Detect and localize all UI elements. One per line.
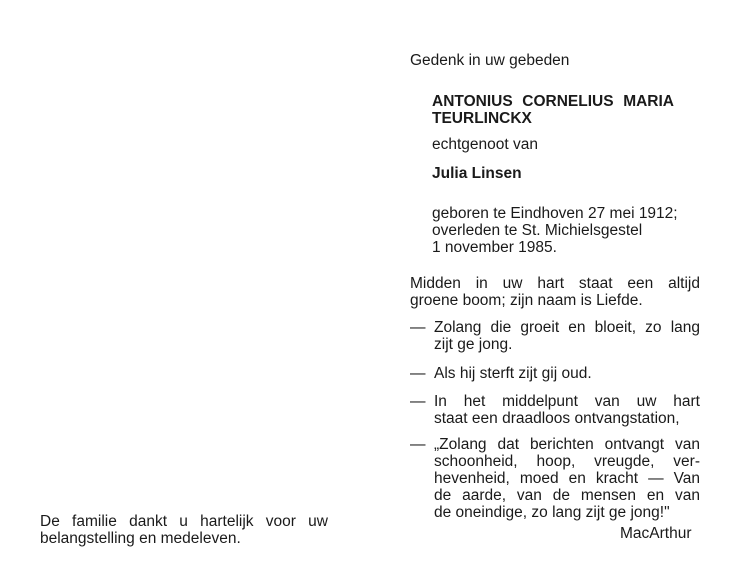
poem-intro-line2: groene boom; zijn naam is Liefde. — [410, 292, 643, 309]
thanks-line1: De familie dankt u hartelijk voor uw — [40, 513, 328, 530]
stanza-dash: — — [410, 393, 426, 410]
stanza3-line2: staat een draadloos ontvangstation, — [434, 410, 680, 427]
spouse-name: Julia Linsen — [432, 165, 522, 182]
death-line-2: 1 november 1985. — [432, 239, 557, 256]
poem-stanza-2 — [410, 365, 700, 383]
author-signature: MacArthur — [620, 525, 692, 542]
stanza-dash: — — [410, 319, 426, 336]
stanza-dash: — — [410, 365, 426, 382]
stanza-body — [434, 365, 700, 382]
deceased-name-line2: TEURLINCKX — [432, 110, 532, 127]
relation-text: echtgenoot van — [432, 136, 539, 153]
stanza3-line1: In het middelpunt van uw hart — [434, 393, 700, 410]
stanza4-line3: hevenheid, moed en kracht — Van — [434, 470, 700, 487]
stanza-body — [434, 319, 700, 353]
poem-stanza-1 — [410, 319, 700, 355]
stanza-body — [434, 393, 700, 427]
intro-text: Gedenk in uw gebeden — [410, 52, 570, 69]
poem-intro — [410, 275, 700, 309]
stanza-body — [434, 436, 700, 521]
deceased-name — [432, 93, 674, 127]
thanks-line2: belangstelling en medeleven. — [40, 530, 241, 547]
stanza4-line5: de oneindige, zo lang zijt ge jong!" — [434, 504, 670, 521]
thanks-note — [40, 513, 328, 547]
life-dates — [432, 205, 700, 256]
stanza1-line1: Zolang die groeit en bloeit, zo lang — [434, 319, 700, 336]
stanza2-line1: Als hij sterft zijt gij oud. — [434, 365, 592, 382]
deceased-name-line1: ANTONIUS CORNELIUS MARIA — [432, 93, 674, 110]
poem-intro-line1: Midden in uw hart staat een altijd — [410, 275, 700, 292]
stanza1-line2: zijt ge jong. — [434, 336, 513, 353]
death-line-1: overleden te St. Michielsgestel — [432, 222, 643, 239]
stanza4-line1: „Zolang dat berichten ontvangt van — [434, 436, 700, 453]
stanza-dash: — — [410, 436, 426, 453]
poem-stanza-3 — [410, 393, 700, 429]
stanza4-line4: de aarde, van de mensen en van — [434, 487, 700, 504]
stanza4-line2: schoonheid, hoop, vreugde, ver- — [434, 453, 700, 470]
birth-line: geboren te Eindhoven 27 mei 1912; — [432, 205, 678, 222]
poem-stanza-4 — [410, 436, 700, 522]
